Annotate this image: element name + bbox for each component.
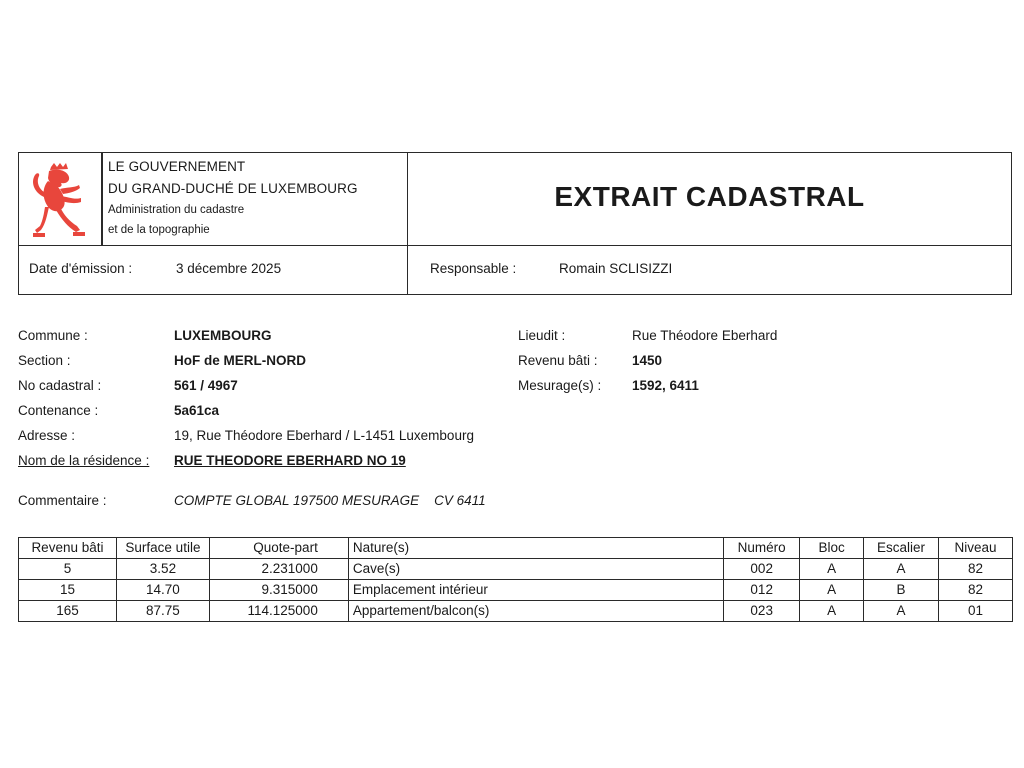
cell: 01 bbox=[939, 601, 1013, 622]
comment-label: Commentaire : bbox=[18, 493, 107, 508]
mesurage-value: 1592, 6411 bbox=[632, 378, 699, 393]
cell: A bbox=[800, 601, 864, 622]
cell: Cave(s) bbox=[348, 559, 723, 580]
cell: A bbox=[864, 601, 939, 622]
responsible-value: Romain SCLISIZZI bbox=[559, 261, 673, 276]
section-label: Section : bbox=[18, 353, 71, 368]
comment-value: COMPTE GLOBAL 197500 MESURAGE CV 6411 bbox=[174, 493, 486, 508]
col-header: Bloc bbox=[800, 538, 864, 559]
cell: B bbox=[864, 580, 939, 601]
cell: A bbox=[800, 580, 864, 601]
section-value: HoF de MERL-NORD bbox=[174, 353, 306, 368]
administration-line-1: Administration du cadastre bbox=[108, 204, 245, 216]
cell: 2.231000 bbox=[209, 559, 348, 580]
col-header: Quote-part bbox=[209, 538, 348, 559]
commune-value: LUXEMBOURG bbox=[174, 328, 272, 343]
government-block bbox=[19, 153, 408, 246]
commune-label: Commune : bbox=[18, 328, 88, 343]
document-header bbox=[18, 152, 1012, 295]
table-row bbox=[19, 601, 1013, 622]
table-row bbox=[19, 559, 1013, 580]
cell: 002 bbox=[724, 559, 800, 580]
cell: 023 bbox=[724, 601, 800, 622]
col-header: Numéro bbox=[724, 538, 800, 559]
table-header-row bbox=[19, 538, 1013, 559]
col-header: Escalier bbox=[864, 538, 939, 559]
table-row bbox=[19, 580, 1013, 601]
responsible-cell bbox=[408, 246, 1011, 294]
government-line-1: LE GOUVERNEMENT bbox=[108, 159, 246, 174]
responsible-label: Responsable : bbox=[430, 261, 517, 276]
red-lion-emblem-icon bbox=[27, 163, 89, 239]
col-header: Nature(s) bbox=[348, 538, 723, 559]
issue-date-value: 3 décembre 2025 bbox=[176, 261, 282, 276]
lieudit-value: Rue Théodore Eberhard bbox=[632, 328, 778, 343]
cell: 82 bbox=[939, 559, 1013, 580]
no-cadastral-value: 561 / 4967 bbox=[174, 378, 238, 393]
cell: 5 bbox=[19, 559, 117, 580]
issue-date-label: Date d'émission : bbox=[29, 261, 133, 276]
residence-label: Nom de la résidence : bbox=[18, 453, 150, 468]
title-block bbox=[408, 153, 1011, 246]
adresse-label: Adresse : bbox=[18, 428, 76, 443]
cell: 012 bbox=[724, 580, 800, 601]
revenu-value: 1450 bbox=[632, 353, 663, 368]
col-header: Surface utile bbox=[116, 538, 209, 559]
document-title: EXTRAIT CADASTRAL bbox=[554, 181, 865, 212]
contenance-label: Contenance : bbox=[18, 403, 99, 418]
parts-table bbox=[18, 537, 1013, 622]
government-line-2: DU GRAND-DUCHÉ DE LUXEMBOURG bbox=[108, 181, 358, 196]
cell: 14.70 bbox=[116, 580, 209, 601]
no-cadastral-label: No cadastral : bbox=[18, 378, 102, 393]
col-header: Niveau bbox=[939, 538, 1013, 559]
administration-line-2: et de la topographie bbox=[108, 224, 210, 236]
cell: Appartement/balcon(s) bbox=[348, 601, 723, 622]
cell: 114.125000 bbox=[209, 601, 348, 622]
lieudit-label: Lieudit : bbox=[518, 328, 566, 343]
cell: 165 bbox=[19, 601, 117, 622]
contenance-value: 5a61ca bbox=[174, 403, 220, 418]
mesurage-label: Mesurage(s) : bbox=[518, 378, 602, 393]
issue-date-cell bbox=[19, 246, 408, 294]
cell: 9.315000 bbox=[209, 580, 348, 601]
adresse-value: 19, Rue Théodore Eberhard / L-1451 Luxembourg bbox=[174, 428, 474, 443]
col-header: Revenu bâti bbox=[19, 538, 117, 559]
cell: 15 bbox=[19, 580, 117, 601]
header-divider bbox=[101, 153, 103, 245]
cell: 3.52 bbox=[116, 559, 209, 580]
cell: Emplacement intérieur bbox=[348, 580, 723, 601]
cell: A bbox=[800, 559, 864, 580]
residence-value: RUE THEODORE EBERHARD NO 19 bbox=[174, 453, 406, 468]
cell: 87.75 bbox=[116, 601, 209, 622]
cell: 82 bbox=[939, 580, 1013, 601]
cell: A bbox=[864, 559, 939, 580]
revenu-label: Revenu bâti : bbox=[518, 353, 598, 368]
